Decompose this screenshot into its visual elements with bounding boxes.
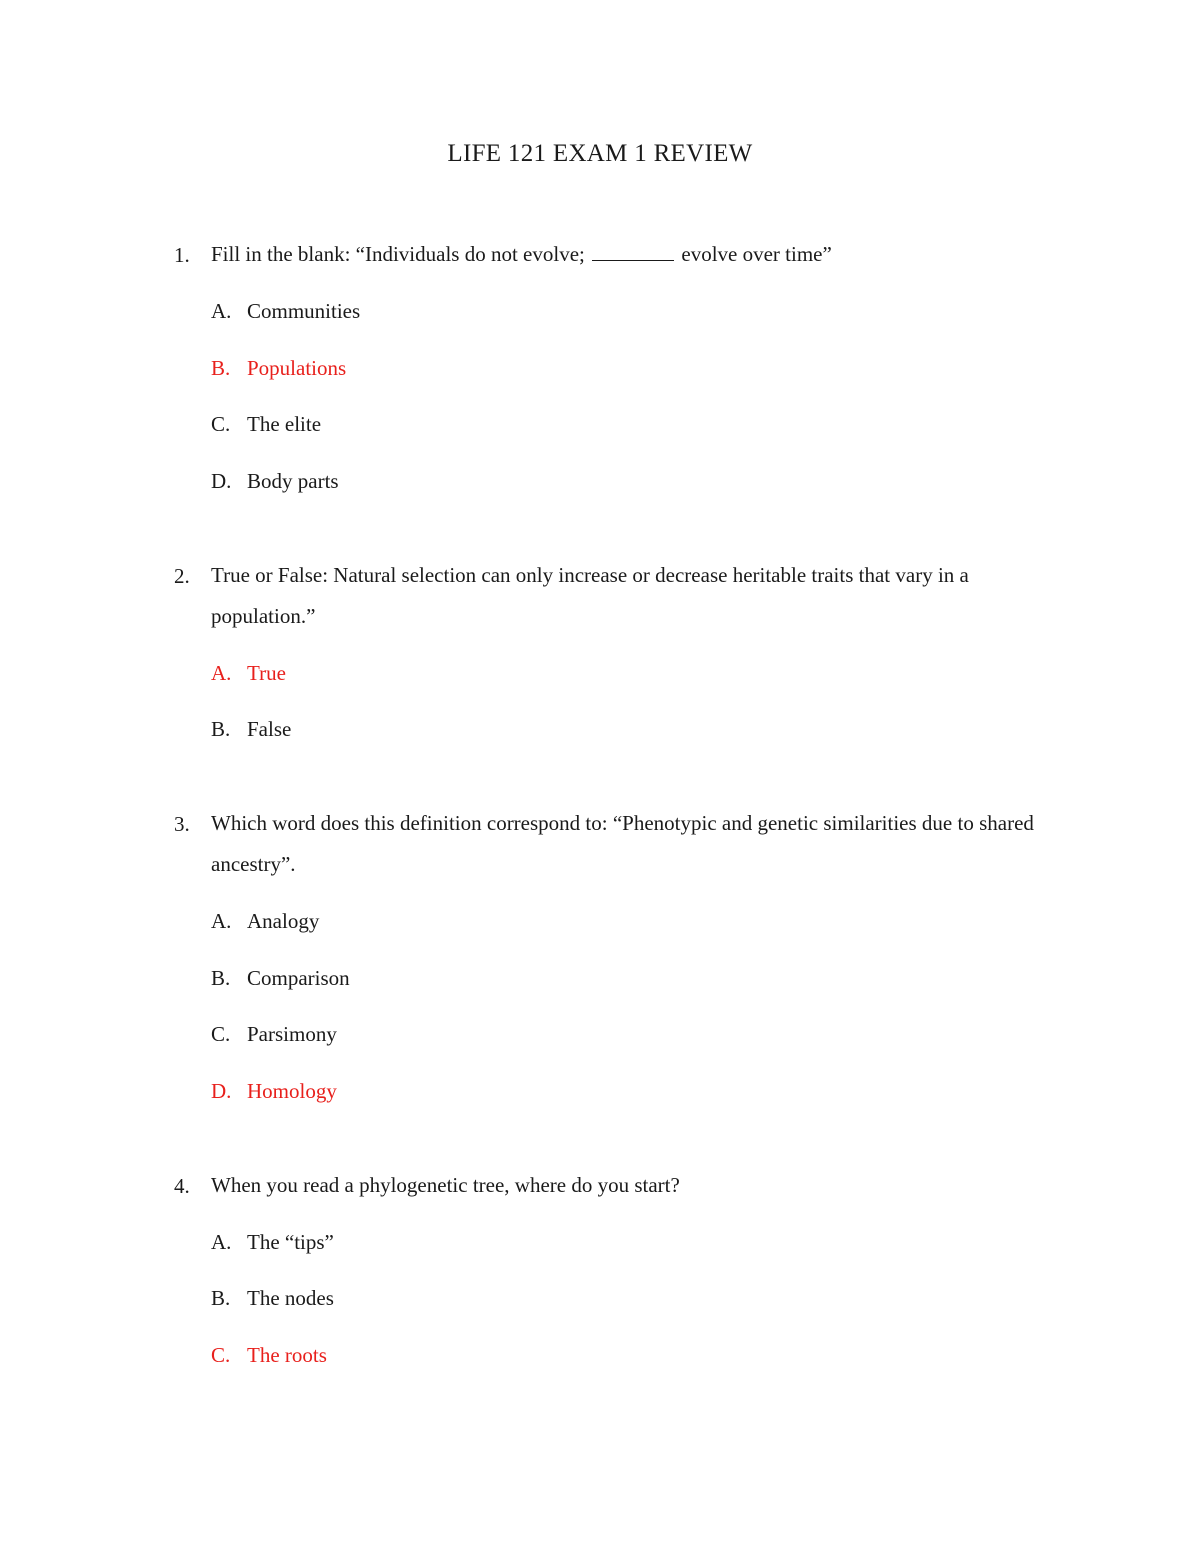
option-text: Analogy bbox=[247, 909, 320, 933]
option-letter: D. bbox=[211, 469, 232, 493]
option-text: Body parts bbox=[247, 469, 339, 493]
option-letter: B. bbox=[211, 966, 231, 990]
option-letter: A. bbox=[211, 1230, 232, 1254]
option-text: Homology bbox=[247, 1079, 337, 1103]
option-text: Communities bbox=[247, 299, 361, 323]
option-text: False bbox=[247, 717, 292, 741]
option-text: The “tips” bbox=[247, 1230, 334, 1254]
option-text: True bbox=[247, 661, 286, 685]
option-text: The nodes bbox=[247, 1286, 334, 1310]
answer-option bbox=[211, 909, 319, 934]
answer-option-correct bbox=[211, 1079, 337, 1104]
question-number: 3. bbox=[174, 812, 190, 836]
question-text: Which word does this definition correspond to: “Phenotypic and genetic similarities due to shared ancestry”. bbox=[211, 811, 1034, 876]
option-letter: B. bbox=[211, 356, 231, 380]
answer-option bbox=[211, 299, 360, 324]
option-letter: C. bbox=[211, 1343, 231, 1367]
answer-option-correct bbox=[211, 661, 286, 686]
option-letter: B. bbox=[211, 717, 231, 741]
option-text: Parsimony bbox=[247, 1022, 337, 1046]
answer-option-correct bbox=[211, 356, 346, 381]
option-text: The roots bbox=[247, 1343, 327, 1367]
question-number: 1. bbox=[174, 243, 190, 267]
option-letter: B. bbox=[211, 1286, 231, 1310]
option-letter: D. bbox=[211, 1079, 232, 1103]
answer-option bbox=[211, 1286, 334, 1311]
option-letter: A. bbox=[211, 661, 232, 685]
question-text: When you read a phylogenetic tree, where do you start? bbox=[211, 1173, 680, 1197]
question-text bbox=[211, 234, 1051, 275]
question-number: 4. bbox=[174, 1174, 190, 1198]
question-text-start: Fill in the blank: “Individuals do not evolve; bbox=[211, 242, 585, 266]
answer-option bbox=[211, 717, 291, 742]
answer-option bbox=[211, 1022, 337, 1047]
option-letter: A. bbox=[211, 909, 232, 933]
answer-option-correct bbox=[211, 1343, 327, 1368]
option-text: Comparison bbox=[247, 966, 350, 990]
question-text-end: evolve over time” bbox=[681, 242, 832, 266]
answer-option bbox=[211, 412, 321, 437]
answer-option bbox=[211, 966, 350, 991]
option-text: The elite bbox=[247, 412, 322, 436]
option-letter: C. bbox=[211, 412, 231, 436]
option-text: Populations bbox=[247, 356, 347, 380]
fill-in-blank bbox=[592, 240, 674, 261]
answer-option bbox=[211, 469, 339, 494]
option-letter: A. bbox=[211, 299, 232, 323]
answer-option bbox=[211, 1230, 334, 1255]
option-letter: C. bbox=[211, 1022, 231, 1046]
question-number: 2. bbox=[174, 564, 190, 588]
page-title: LIFE 121 EXAM 1 REVIEW bbox=[447, 140, 753, 167]
question-text: True or False: Natural selection can only increase or decrease heritable traits that vary in a population.” bbox=[211, 563, 969, 628]
